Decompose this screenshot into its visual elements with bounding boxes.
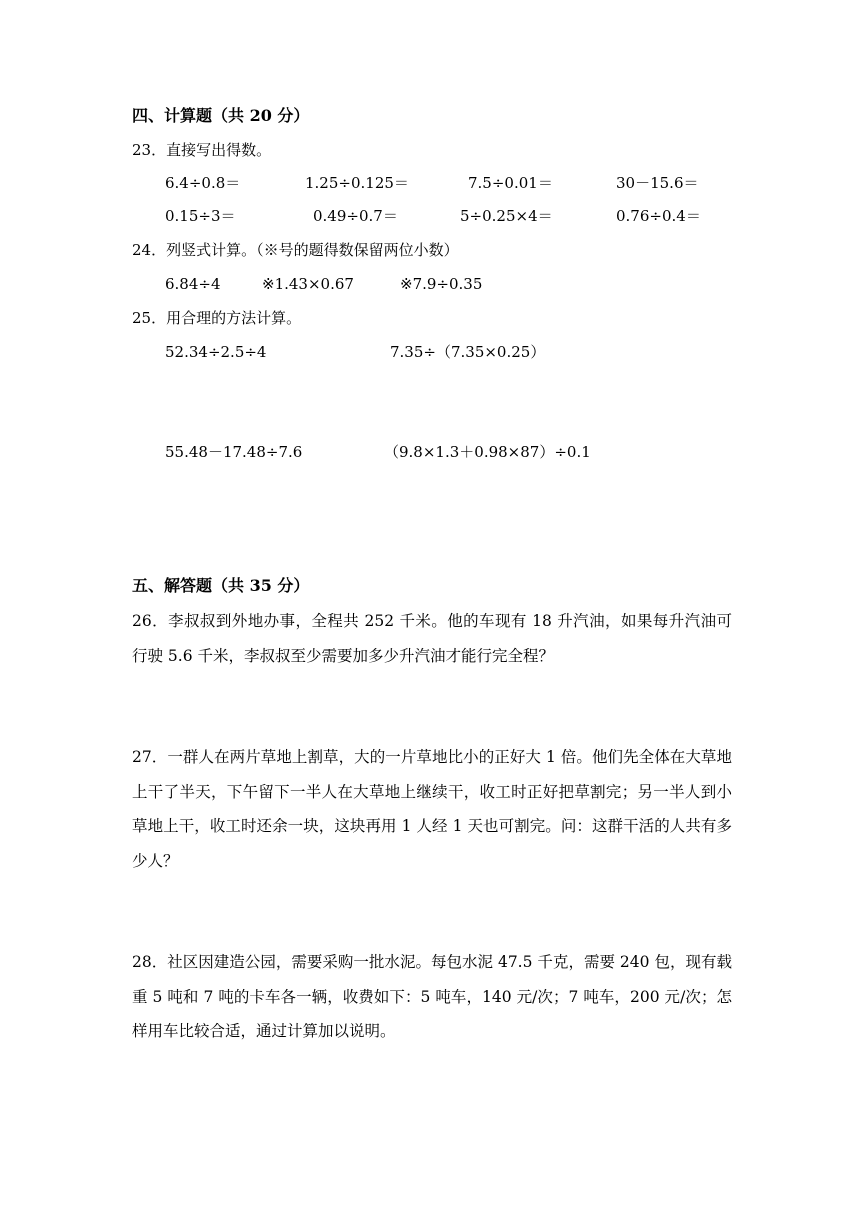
q23-item-8: 0.76÷0.4＝	[616, 207, 701, 225]
question-25-stem: 25．用合理的方法计算。	[132, 309, 302, 327]
question-26: 26．李叔叔到外地办事，全程共 252 千米。他的车现有 18 升汽油，如果每升汽油可行驶 5.6 千米，李叔叔至少需要加多少升汽油才能行完全程？	[132, 612, 732, 665]
q23-item-2: 1.25÷0.125＝	[305, 174, 409, 192]
q23-item-1: 6.4÷0.8＝	[165, 174, 241, 192]
q24-item-2: ※1.43×0.67	[262, 275, 354, 293]
q23-item-4: 30－15.6＝	[616, 174, 699, 192]
q24-item-1: 6.84÷4	[165, 275, 221, 293]
q23-item-5: 0.15÷3＝	[165, 207, 236, 225]
q23-item-3: 7.5÷0.01＝	[468, 174, 553, 192]
q25-item-3: 55.48－17.48÷7.6	[165, 443, 303, 461]
question-24-stem: 24．列竖式计算。（※号的题得数保留两位小数）	[132, 241, 459, 259]
question-23-stem: 23．直接写出得数。	[132, 141, 272, 159]
q23-item-6: 0.49÷0.7＝	[313, 207, 398, 225]
q23-item-7: 5÷0.25×4＝	[460, 207, 553, 225]
section-5-title: 五、解答题（共 35 分）	[132, 576, 310, 595]
q25-item-2: 7.35÷（7.35×0.25）	[390, 343, 546, 361]
q25-item-4: （9.8×1.3＋0.98×87）÷0.1	[384, 443, 591, 461]
question-27: 27．一群人在两片草地上割草，大的一片草地比小的正好大 1 倍。他们先全体在大草地上干了半天，下午留下一半人在大草地上继续干，收工时正好把草割完；另一半人到小草地上干，收工时还余一块，这块再用 1 人经 1 天也可割完。问：这群干活的人共有多少人？	[132, 748, 732, 870]
q25-item-1: 52.34÷2.5÷4	[165, 343, 267, 361]
q24-item-3: ※7.9÷0.35	[400, 275, 483, 293]
question-28: 28．社区因建造公园，需要采购一批水泥。每包水泥 47.5 千克，需要 240 包，现有载重 5 吨和 7 吨的卡车各一辆，收费如下：5 吨车，140 元/次；7 吨车，200 元/次；怎样用车比较合适，通过计算加以说明。	[132, 953, 732, 1040]
section-4-title: 四、计算题（共 20 分）	[132, 106, 310, 125]
